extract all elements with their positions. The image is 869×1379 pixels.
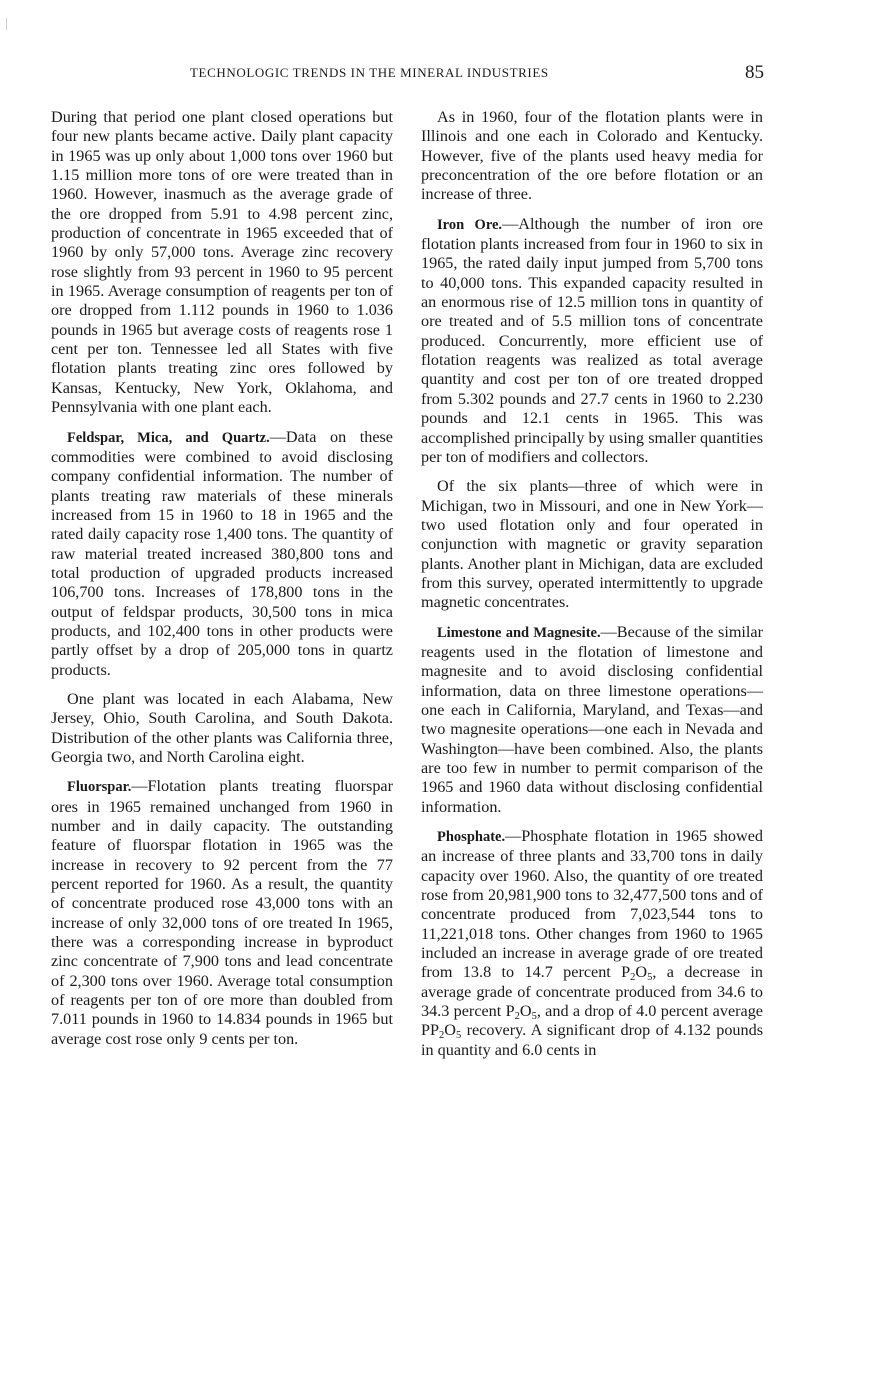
subscript-2: 2 (439, 1030, 445, 1042)
running-title: TECHNOLOGIC TRENDS IN THE MINERAL INDUSTRIES (190, 65, 549, 80)
feldspar-heading: Feldspar, Mica, and Quartz. (67, 429, 270, 446)
iron-ore-plants-paragraph: Of the six plants—three of which were in Michigan, two in Missouri, and one in New York—two used flotation only and four operated in conjunction with magnetic or gravity separation plants. Another plant in Michigan, data are excluded from this survey, operated intermittently to upgrade magnetic concentrates. (421, 477, 763, 612)
subscript-2: 2 (630, 972, 636, 984)
phosphate-body-3: , and a drop of 4.0 percent average P (421, 1002, 763, 1040)
iron-ore-heading: Iron Ore. (437, 216, 503, 233)
iron-ore-body: —Although the number of iron ore flotation plants increased from four in 1960 to six in 1965, the rated daily input jumped from 5,700 tons to 40,000 tons. This expanded capacity resulted in an enormous rise of 12.5 million tons in quantity of ore treated and of 5.5 million tons of concentrate produced. Concurrently, more efficient use of flotation reagents was realized as total average quantity and cost per ton of ore treated dropped from 5.302 pounds and 27.7 cents in 1960 to 2.230 pounds and 12.1 cents in 1965. This was accomplished principally by using smaller quantities per ton of modifiers and collectors. (421, 214, 763, 466)
subscript-2: 2 (514, 1011, 520, 1023)
right-column (421, 108, 763, 1070)
limestone-paragraph (421, 623, 763, 817)
phosphate-body-1: —Phosphate flotation in 1965 showed an increase of three plants and 33,700 tons in daily capacity over 1960. Also, the quantity of ore treated rose from 20,981,900 tons to 32,477,500 tons and of concentrate produced from 7,023,544 tons to 11,221,018 tons. Other changes from 1960 to 1965 included an increase in average grade of ore treated from 13.8 to 14.7 percent P (421, 827, 763, 982)
fluorspar-body: —Flotation plants treating fluorspar ores in 1965 remained unchanged from 1960 in number and in daily capacity. The outstanding feature of fluorspar flotation in 1965 was the increase in recovery to 92 percent from the 77 percent reported for 1960. As a result, the quantity of concentrate produced rose 43,000 tons with an increase of only 32,000 tons of ore treated In 1965, there was a corresponding increase in byproduct zinc concentrate of 7,900 tons and lead concentrate of 2,300 tons over 1960. Average total consumption of reagents per ton of ore more than doubled from 7.011 pounds in 1960 to 14.834 pounds in 1965 but average cost rose only 9 cents per ton. (51, 777, 393, 1048)
subscript-5: 5 (455, 1030, 462, 1042)
feldspar-body: —Data on these commodities were combined to avoid disclosing company confidential information. The number of plants treating raw materials of these minerals increased from 15 in 1960 to 18 in 1965 and the rated daily capacity rose 1,400 tons. The quantity of raw material treated increased 380,800 tons and total production of upgraded products increased 106,700 tons. Increases of 178,800 tons in the output of feldspar products, 30,500 tons in mica products, and 102,400 tons in other products were partly offset by a drop of 205,000 tons in quartz products. (51, 427, 393, 679)
iron-ore-paragraph (421, 215, 763, 467)
running-header (52, 62, 764, 86)
phosphate-heading: Phosphate. (437, 829, 506, 846)
left-column (51, 108, 393, 1059)
phosphate-body-4: recovery. A significant drop of 4.132 pounds in quantity and 6.0 cents in (421, 1021, 763, 1059)
oxygen-letter: O (635, 963, 648, 982)
fluorspar-locations-paragraph: As in 1960, four of the flotation plants were in Illinois and one each in Colorado and Kentucky. However, five of the plants used heavy media for preconcentration of the ore before flotation or an increase of three. (421, 108, 763, 204)
page-number: 85 (745, 62, 764, 83)
zinc-continuation-paragraph: During that period one plant closed operations but four new plants became active. Daily plant capacity in 1965 was up only about 1,000 tons over 1960 but 1.15 million more tons of ore were treated than in 1960. However, inasmuch as the average grade of the ore dropped from 5.91 to 4.98 percent zinc, production of concentrate in 1965 exceeded that of 1960 by only 57,000 tons. Average zinc recovery rose slightly from 93 percent in 1960 to 95 percent in 1965. Average consumption of reagents per ton of ore dropped from 1.112 pounds in 1960 to 1.036 pounds in 1965 but average costs of reagents rose 1 cent per ton. Tennessee led all States with five flotation plants treating zinc ores followed by Kansas, Kentucky, New York, Oklahoma, and Pennsylvania with one plant each. (51, 108, 393, 417)
feldspar-paragraph (51, 428, 393, 680)
subscript-5: 5 (531, 1011, 537, 1023)
fluorspar-paragraph (51, 777, 393, 1049)
phosphate-paragraph: Phosphate.—Phosphate flotation in 1965 showed an increase of three plants and 33,700 tons in daily capacity over 1960. Also, the quantity of ore treated rose from 20,981,900 tons to 32,477,500 tons and of concentrate produced from 7,023,544 tons to 11,221,018 tons. Other changes from 1960 to 1965 included an increase in average grade of ore treated from 13.8 to 14.7 percent $P_2O_5$, a decrease in average grade of concentrate produced from 34.6 to 34.3 percent $P_2O_5$, and a drop of 4.0 percent average $PP_2O_5$ recovery. A significant drop of 4.132 pounds in quantity and 6.0 cents in (421, 827, 763, 1059)
phosphate-body-2: , a decrease in average grade of concentrate produced from 34.6 to 34.3 percent P (421, 963, 763, 1021)
oxygen-letter: O (519, 1002, 532, 1021)
fluorspar-heading: Fluorspar. (67, 779, 132, 796)
feldspar-locations-paragraph: One plant was located in each Alabama, New Jersey, Ohio, South Carolina, and South Dakota. Distribution of the other plants was California three, Georgia two, and North Carolina eight. (51, 689, 393, 766)
scan-speck (6, 18, 7, 30)
subscript-5: 5 (647, 972, 653, 984)
oxygen-letter: O (444, 1021, 456, 1040)
limestone-body: —Because of the similar reagents used in the flotation of limestone and magnesite and to avoid disclosing confidential information, data on three limestone operations—one each in California, Maryland, and Texas—and two magnesite operations—one each in Nevada and Washington—have been combined. Also, the plants are too few in number to permit comparison of the 1965 and 1960 data without disclosing confidential information. (421, 622, 763, 816)
limestone-heading: Limestone and Magnesite. (437, 624, 601, 641)
